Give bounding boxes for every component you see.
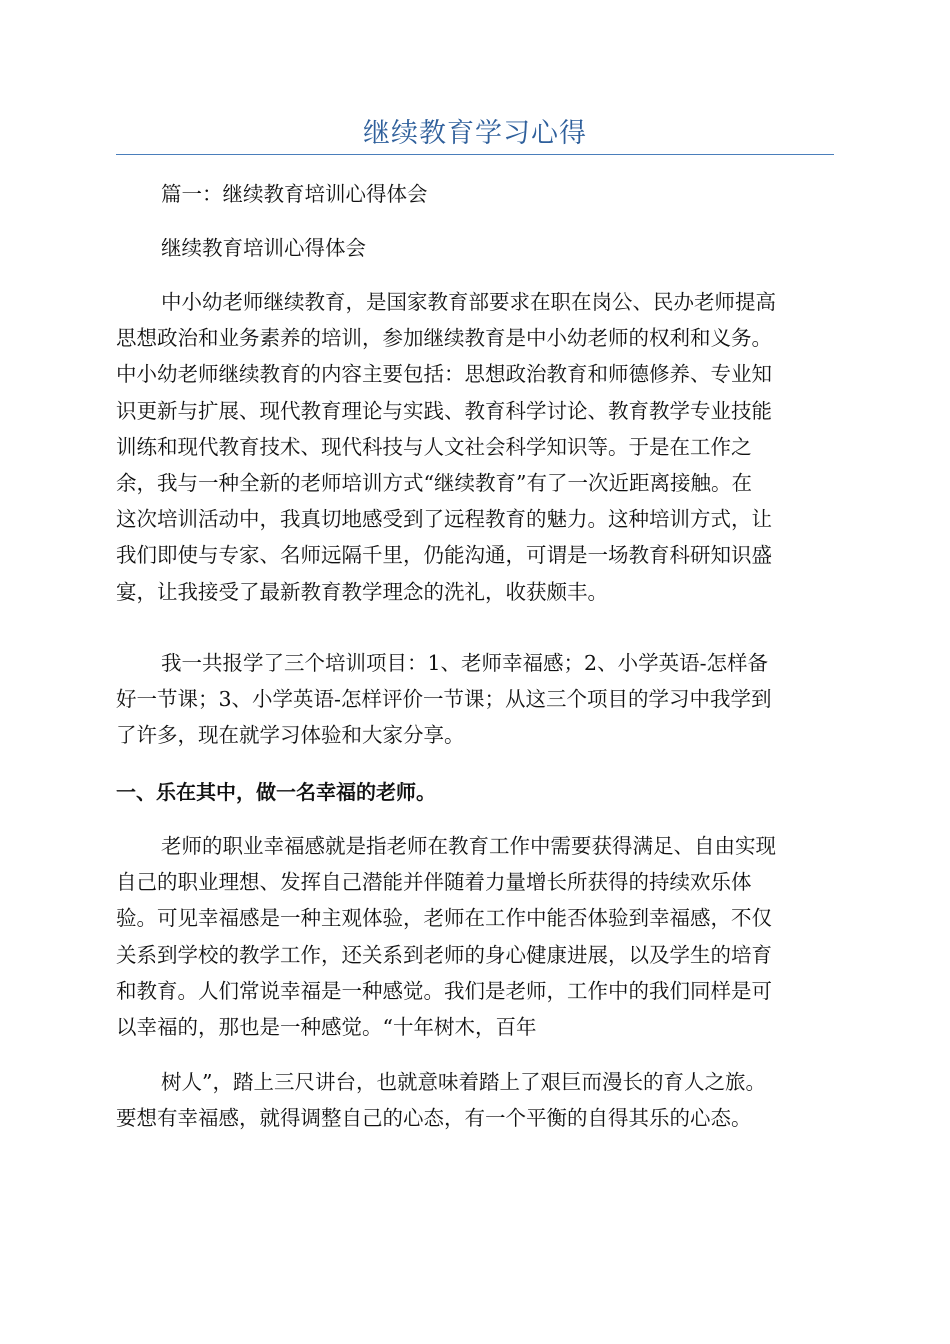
document-title: 继续教育学习心得 <box>363 118 587 149</box>
paragraph-happiness: 老师的职业幸福感就是指老师在教育工作中需要获得满足、自由实现 自己的职业理想、发挥自己潜能并伴随着力量增长所获得的持续欢乐体 验。可见幸福感是一种主观体验，老师在工作中能否体验到幸福感，不仅 关系到学校的教学工作，还关系到老师的身心健康进展，以及学生的培育 和教育。人们常说幸福是一种感觉。我们是老师，工作中的我们同样是可 以幸福的，那也是一种感觉。“十年树木，百年 <box>116 834 776 1040</box>
section-heading: 一、乐在其中，做一名幸福的老师。 <box>116 780 436 804</box>
section-label: 篇一：继续教育培训心得体会 <box>161 182 428 206</box>
document-subtitle: 继续教育培训心得体会 <box>161 236 366 260</box>
paragraph-projects: 我一共报学了三个培训项目：1、老师幸福感；2、小学英语-怎样备 好一节课；3、小学英语-怎样评价一节课；从这三个项目的学习中我学到 了许多，现在就学习体验和大家分享。 <box>116 651 772 748</box>
title-underline <box>116 154 834 155</box>
paragraph-intro: 中小幼老师继续教育，是国家教育部要求在职在岗公、民办老师提高 思想政治和业务素养的培训，参加继续教育是中小幼老师的权利和义务。 中小幼老师继续教育的内容主要包括：思想政治教育和师德修养、专业知 识更新与扩展、现代教育理论与实践、教育科学讨论、教育教学专业技能 训练和现代教育技术、现代科技与人文社会科学知识等。于是在工作之 余，我与一种全新的老师培训方式“继续教育”有了一次近距离接触。在 这次培训活动中，我真切地感受到了远程教育的魅力。这种培训方式，让 我们即使与专家、名师远隔千里，仍能沟通，可谓是一场教育科研知识盛 宴，让我接受了最新教育教学理念的洗礼，收获颇丰。 <box>116 290 776 604</box>
paragraph-mindset: 树人”，踏上三尺讲台，也就意味着踏上了艰巨而漫长的育人之旅。 要想有幸福感，就得调整自己的心态，有一个平衡的自得其乐的心态。 <box>116 1070 766 1131</box>
